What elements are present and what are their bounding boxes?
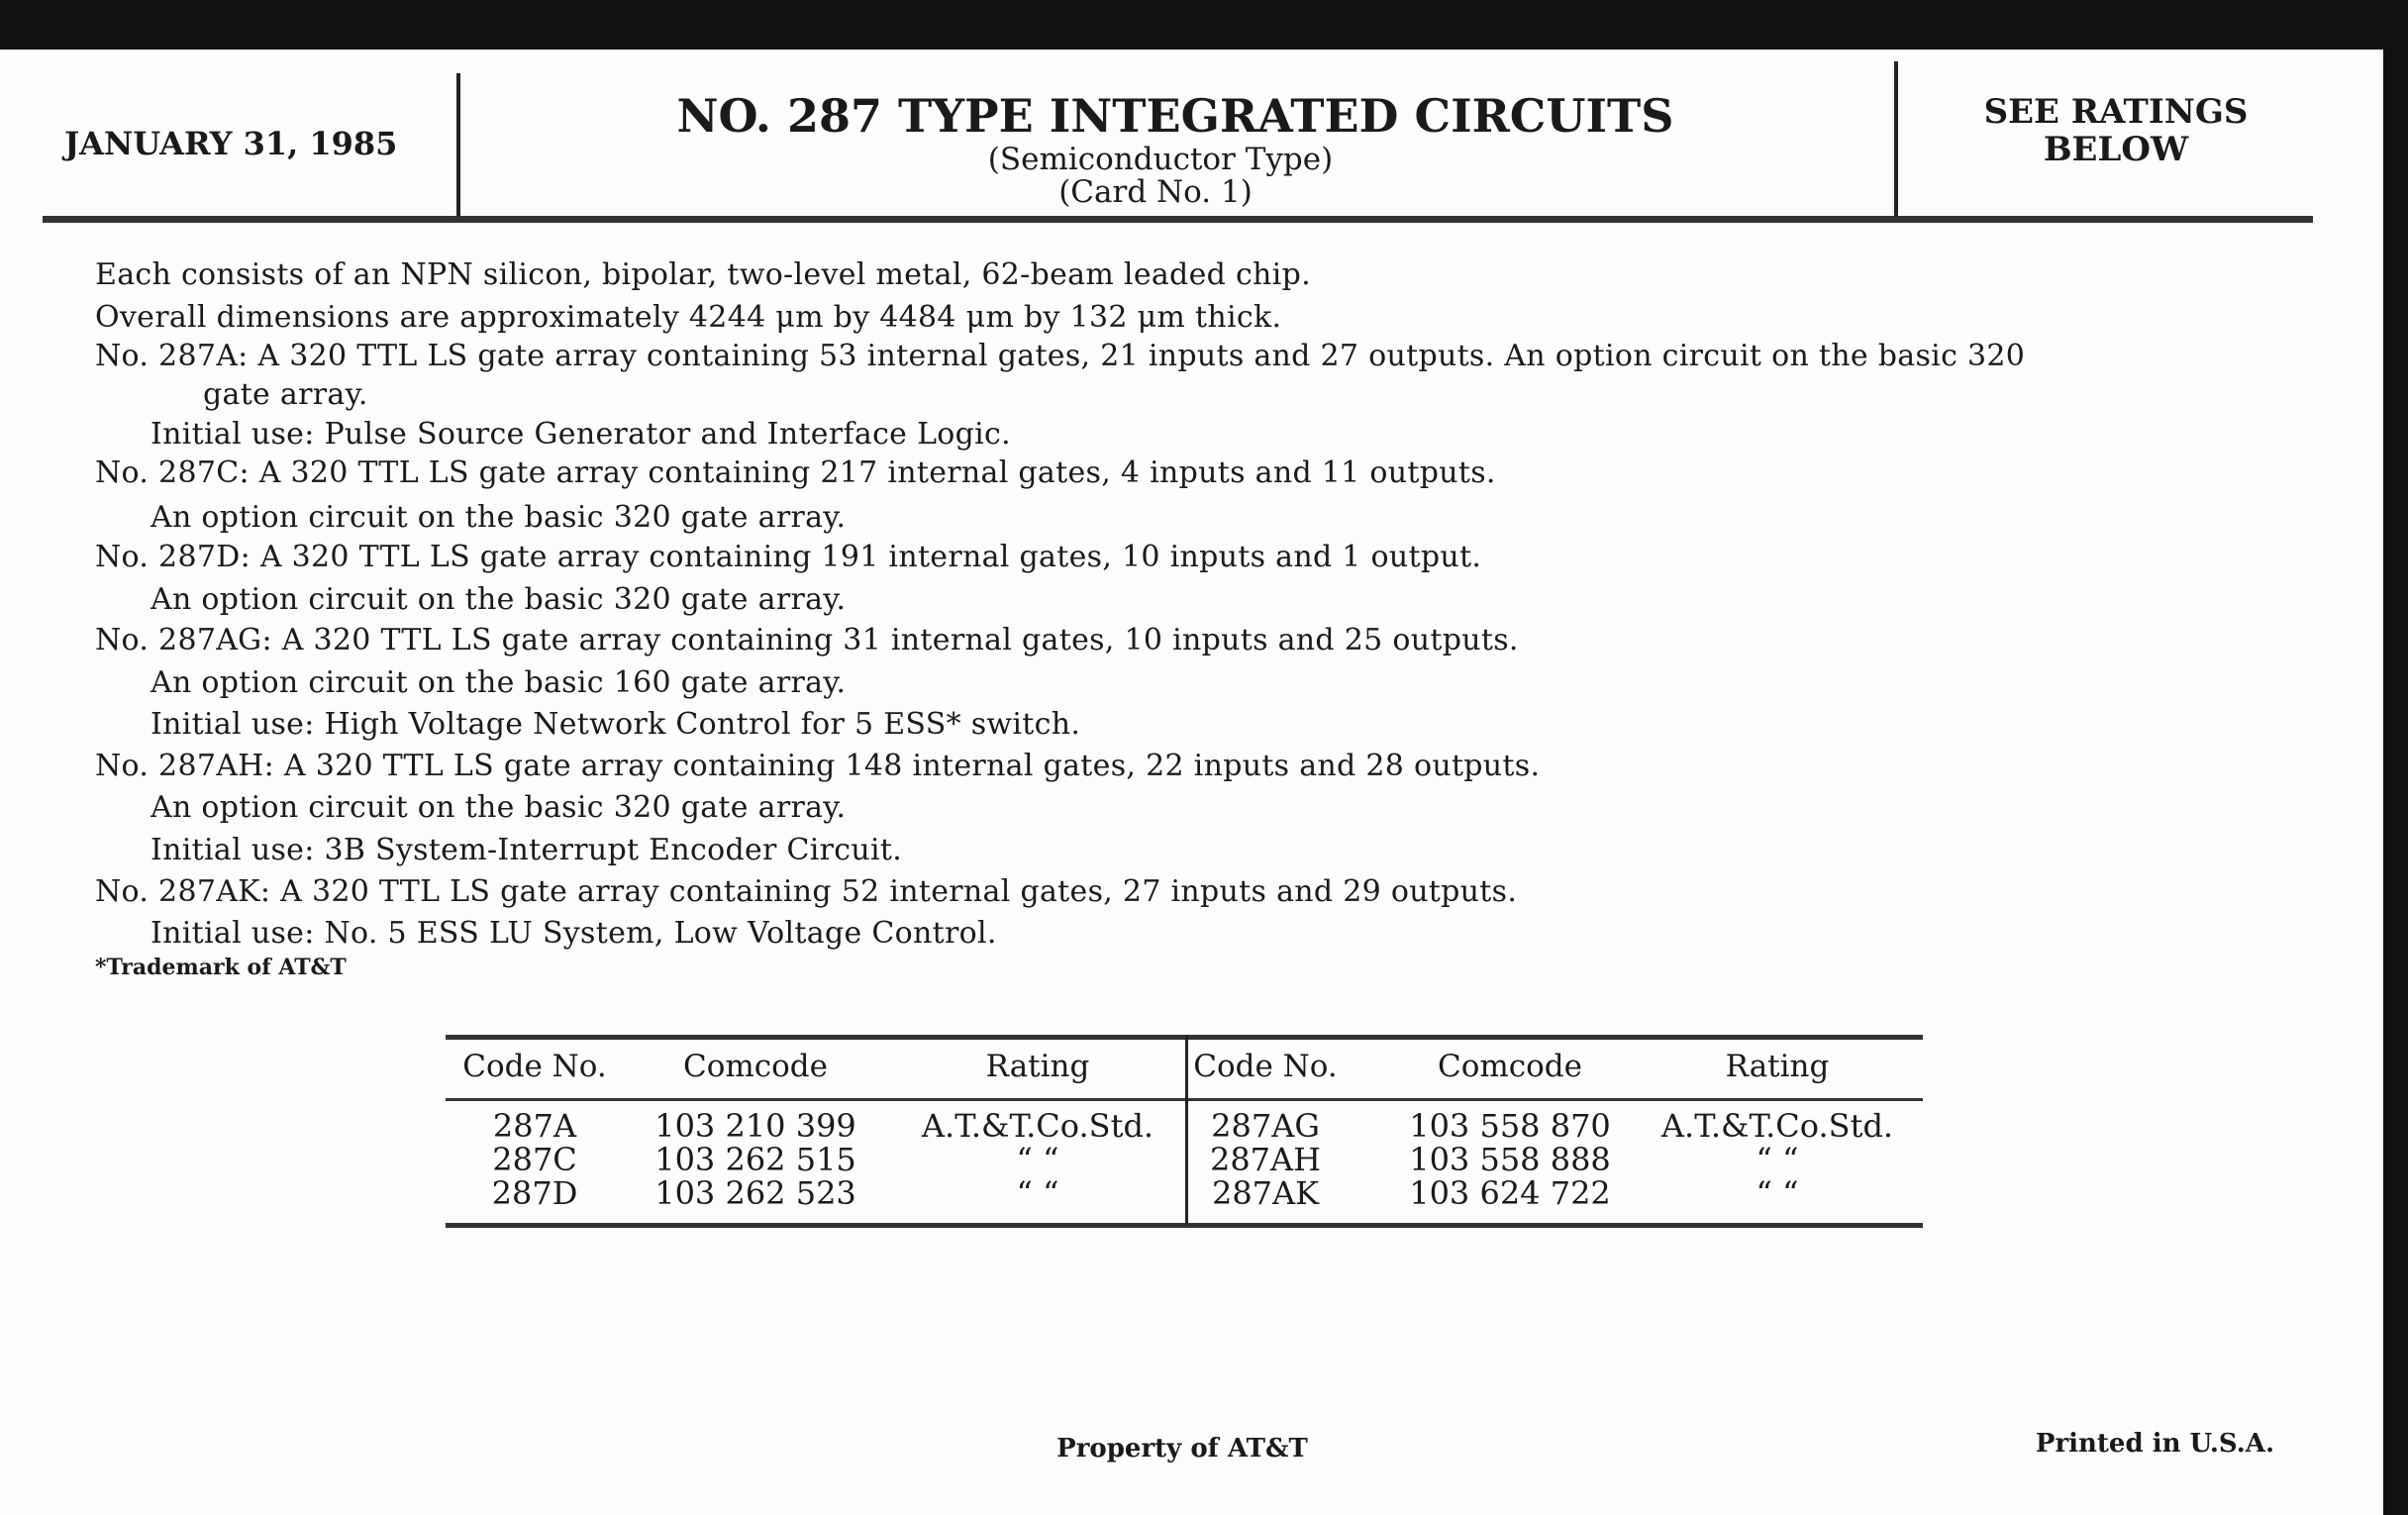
card-number: (Card No. 1) <box>1058 174 1253 210</box>
table-cell-comcode: 103 624 722 <box>1409 1174 1611 1212</box>
table-cell-code-no: 287AH <box>1209 1141 1322 1178</box>
card-subtitle: (Semiconductor Type) <box>987 142 1334 177</box>
property-note: Property of AT&T <box>1056 1434 1308 1464</box>
description-line: No. 287AH: A 320 TTL LS gate array containing 148 internal gates, 22 inputs and 28 outputs. <box>95 749 1541 783</box>
description-line: Initial use: No. 5 ESS LU System, Low Voltage Control. <box>150 916 997 951</box>
column-header-rating: Rating <box>1725 1049 1830 1084</box>
table-cell-rating: “ “ <box>1756 1174 1799 1212</box>
card-title: NO. 287 TYPE INTEGRATED CIRCUITS <box>676 89 1674 143</box>
ratings-table <box>446 1035 1923 1233</box>
table-cell-rating: A.T.&T.Co.Std. <box>1660 1107 1894 1145</box>
printed-note: Printed in U.S.A. <box>2035 1429 2274 1459</box>
header-divider-left <box>456 73 460 218</box>
table-header-rule <box>446 1098 1923 1101</box>
table-cell-comcode: 103 558 870 <box>1409 1107 1611 1145</box>
description-line: No. 287AG: A 320 TTL LS gate array containing 31 internal gates, 10 inputs and 25 outputs. <box>95 623 1519 657</box>
table-cell-rating: A.T.&T.Co.Std. <box>921 1107 1154 1145</box>
description-line: An option circuit on the basic 320 gate array. <box>150 582 847 617</box>
table-cell-code-no: 287A <box>492 1107 577 1145</box>
table-cell-code-no: 287AG <box>1211 1107 1320 1145</box>
table-top-rule <box>446 1035 1923 1040</box>
description-line: gate array. <box>203 377 368 412</box>
table-cell-comcode: 103 262 523 <box>654 1174 856 1212</box>
column-header-code-no: Code No. <box>1193 1049 1338 1084</box>
ratings-note <box>1984 93 2249 168</box>
table-cell-comcode: 103 558 888 <box>1409 1141 1611 1178</box>
card-date: JANUARY 31, 1985 <box>64 125 398 162</box>
description-line: An option circuit on the basic 160 gate array. <box>150 665 847 700</box>
description-line: Initial use: Pulse Source Generator and Interface Logic. <box>150 417 1011 452</box>
column-header-code-no: Code No. <box>462 1049 607 1084</box>
description-line: An option circuit on the basic 320 gate array. <box>150 790 847 825</box>
table-cell-code-no: 287C <box>492 1141 577 1178</box>
column-header-comcode: Comcode <box>683 1049 828 1084</box>
description-line: Initial use: High Voltage Network Control for 5 ESS* switch. <box>150 707 1081 742</box>
trademark-note: *Trademark of AT&T <box>95 955 347 980</box>
column-header-rating: Rating <box>985 1049 1090 1084</box>
description-line: Initial use: 3B System-Interrupt Encoder Circuit. <box>150 833 903 867</box>
table-cell-code-no: 287AK <box>1211 1174 1320 1212</box>
description-line: Each consists of an NPN silicon, bipolar, two-level metal, 62-beam leaded chip. <box>95 257 1311 292</box>
description-line: An option circuit on the basic 320 gate array. <box>150 500 847 535</box>
column-header-comcode: Comcode <box>1438 1049 1582 1084</box>
table-cell-rating: “ “ <box>1756 1141 1799 1178</box>
table-cell-rating: “ “ <box>1016 1174 1059 1212</box>
ratings-note-line2: BELOW <box>2043 130 2189 169</box>
table-divider <box>1185 1035 1188 1225</box>
description-line: No. 287A: A 320 TTL LS gate array containing 53 internal gates, 21 inputs and 27 outputs. An option circuit on the basic 320 <box>95 339 2026 373</box>
description-line: No. 287C: A 320 TTL LS gate array containing 217 internal gates, 4 inputs and 11 outputs. <box>95 455 1496 490</box>
ratings-note-line1: SEE RATINGS <box>1983 92 2249 132</box>
description-line: No. 287AK: A 320 TTL LS gate array containing 52 internal gates, 27 inputs and 29 outputs. <box>95 874 1518 909</box>
header-divider-right <box>1894 61 1898 216</box>
table-cell-comcode: 103 262 515 <box>654 1141 856 1178</box>
table-bottom-rule <box>446 1223 1923 1228</box>
header-rule <box>43 216 2313 223</box>
catalog-card <box>0 50 2383 1515</box>
table-cell-code-no: 287D <box>491 1174 578 1212</box>
description-line: Overall dimensions are approximately 4244 μm by 4484 μm by 132 μm thick. <box>95 300 1282 335</box>
table-cell-rating: “ “ <box>1016 1141 1059 1178</box>
description-line: No. 287D: A 320 TTL LS gate array containing 191 internal gates, 10 inputs and 1 output. <box>95 540 1482 574</box>
table-cell-comcode: 103 210 399 <box>654 1107 856 1145</box>
